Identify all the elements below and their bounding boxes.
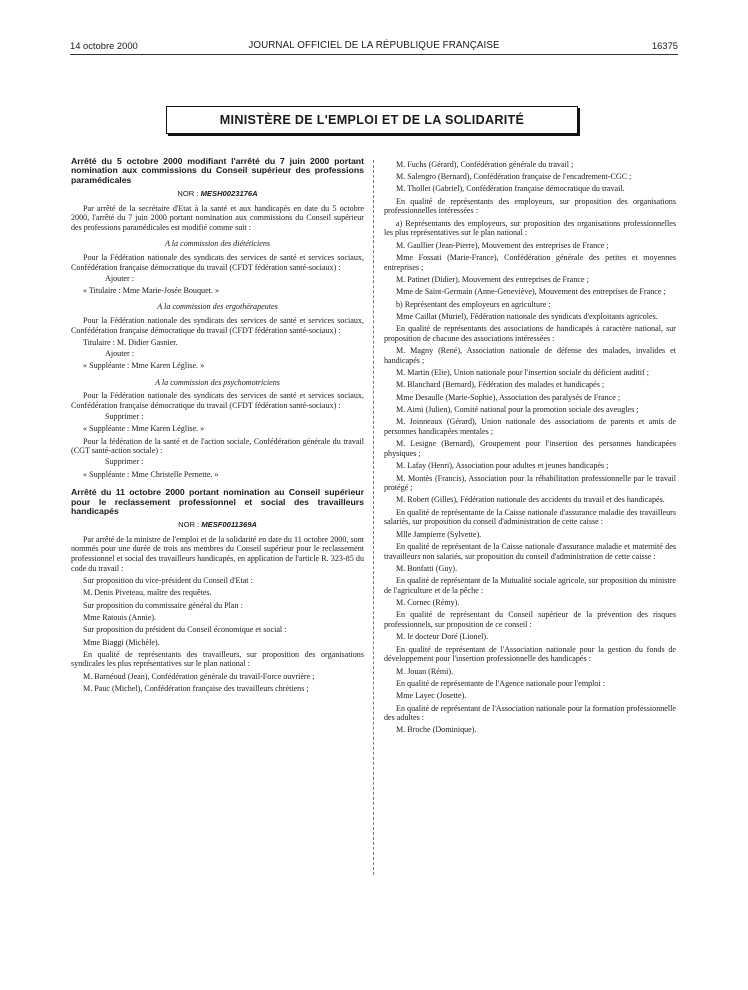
paragraph: M. Pauc (Michel), Confédération française des travailleurs chrétiens ; [83,684,309,694]
article-1-nor [71,189,364,199]
paragraph: Supprimer : [105,457,144,467]
paragraph: En qualité de représentant du Conseil supérieur de la prévention des risques professionnels, sur proposition de ce conseil : [384,610,676,629]
paragraph: Pour la Fédération nationale des syndicats des services de santé et services sociaux, Confédération française démocratique du travail (CFDT fédération santé-sociaux) : [71,391,364,410]
right-column [384,157,676,735]
column-divider [373,160,374,875]
paragraph: M. Patinet (Didier), Mouvement des entreprises de France ; [396,274,589,284]
paragraph: Pour la Fédération nationale des syndicats des services de santé et services sociaux, Confédération française démocratique du travail (CFDT fédération santé-sociaux) : [71,315,364,335]
article-2-nor [71,520,364,530]
article-2-title: Arrêté du 11 octobre 2000 portant nomination au Conseil supérieur pour le reclassement professionnel et social des travailleurs handicapés [71,487,364,516]
paragraph: M. Aimi (Julien), Comité national pour la promotion sociale des aveugles ; [396,405,639,415]
paragraph: Pour la fédération de la santé et de l'action sociale, Confédération générale du travail (CGT santé-action sociale) : [71,436,364,456]
header-journal-title: JOURNAL OFFICIEL DE LA RÉPUBLIQUE FRANÇAISE [248,40,500,51]
paragraph: Par arrêté de la ministre de l'emploi et de la solidarité en date du 11 octobre 2000, sont nommés pour une durée de trois ans membres du Conseil supérieur pour le reclassement professionnel et social des travailleurs handicapés, en application de l'article R. 323-85 du code du travail : [71,534,364,573]
paragraph: M. Denis Piveteau, maître des requêtes. [83,588,212,598]
section-heading: A la commission des diététiciens [164,239,271,249]
paragraph: « Titulaire : Mme Marie-Josée Bouquet. » [83,285,220,295]
nor-label: NOR : [178,520,200,530]
section-heading: A la commission des ergothérapeutes [157,302,278,312]
paragraph: M. Cornec (Rémy). [396,598,460,608]
paragraph: En qualité de représentants des travailleurs, sur proposition des organisations syndicales les plus représentatives sur le plan national : [71,649,364,669]
article-1-sections [71,239,364,479]
paragraph: M. Lafay (Henri), Association pour adultes et jeunes handicapés ; [396,461,609,471]
paragraph: Sur proposition du vice-président du Conseil d'Etat : [83,575,253,585]
paragraph: M. Broche (Dominique). [396,725,477,735]
paragraph: M. Barnéoud (Jean), Confédération générale du travail-Force ouvrière ; [83,671,315,681]
paragraph: En qualité de représentants des associations de handicapés à caractère national, sur proposition de chacune des associations intéressées : [384,324,676,343]
paragraph: Mme Ratouis (Annie). [83,612,157,622]
paragraph: M. le docteur Doré (Lionel). [396,632,489,642]
paragraph: Ajouter : [105,348,134,358]
paragraph: M. Jouan (Rémi). [396,666,454,676]
paragraph: b) Représentant des employeurs en agriculture : [396,299,551,309]
paragraph: M. Montès (Francis), Association pour la réhabilitation professionnelle par le travail protégé ; [384,473,676,493]
paragraph: Sur proposition du commissaire général du Plan : [83,600,243,610]
nor-code: MESH0023176A [200,189,258,199]
paragraph: M. Robert (Gilles), Fédération nationale des accidents du travail et des handicapés. [396,495,665,505]
paragraph: Supprimer : [105,411,144,421]
header-rule [70,54,678,55]
paragraph: M. Magny (René), Association nationale de défense des malades, invalides et handicapés ; [384,346,676,365]
header-page-number: 16375 [651,40,678,51]
paragraph: Sur proposition du président du Conseil économique et social : [83,625,287,635]
paragraph: Mme Biaggi (Michèle). [83,637,160,647]
paragraph: M. Thollet (Gabriel), Confédération française démocratique du travail. [396,184,625,194]
paragraph: M. Joinneaux (Gérard), Union nationale des associations de parents et amis de personnes handicapées mentales ; [384,417,676,436]
paragraph: En qualité de représentante de l'Agence nationale pour l'emploi : [396,678,606,688]
paragraph: « Suppléante : Mme Christelle Pernette. » [83,469,219,479]
paragraph: En qualité de représentants des employeurs, sur proposition des organisations professionnelles intéressées : [384,196,676,216]
article-1-intro: Par arrêté de la secrétaire d'Etat à la santé et aux handicapés en date du 5 octobre 2000, l'arrêté du 7 juin 2000 portant nomination aux commissions du Conseil supérieur des professions paramédicales est modifié comme suit : [71,203,364,232]
paragraph: Titulaire : M. Didier Gasnier. [83,337,178,347]
paragraph: « Suppléante : Mme Karen Léglise. » [83,361,205,371]
paragraph: M. Blanchard (Bernard), Fédération des malades et handicapés ; [396,380,605,390]
paragraph: Mme Fossati (Marie-France), Confédération générale des petites et moyennes entreprises ; [384,252,676,272]
paragraph: En qualité de représentant de la Mutualité sociale agricole, sur proposition du ministre de l'agriculture et de la pêche : [384,576,676,595]
nor-label: NOR : [177,189,199,199]
paragraph: Mme de Saint-Germain (Anne-Geneviève), Mouvement des entreprises de France ; [396,287,666,297]
paragraph: M. Lesigne (Bernard), Groupement pour l'insertion des personnes handicapées physiques ; [384,439,676,458]
paragraph: « Suppléante : Mme Karen Léglise. » [83,424,205,434]
article-2-body [71,535,364,694]
paragraph: M. Fuchs (Gérard), Confédération générale du travail ; [396,159,574,169]
paragraph: Ajouter : [105,273,134,283]
article-1-title: Arrêté du 5 octobre 2000 modifiant l'arrêté du 7 juin 2000 portant nomination aux commissions du Conseil supérieur des professions paramédicales [71,156,364,185]
paragraph: M. Bonfatti (Guy). [396,563,458,573]
paragraph: M. Gaullier (Jean-Pierre), Mouvement des entreprises de France ; [396,240,609,250]
paragraph: En qualité de représentante de la Caisse nationale d'assurance maladie des travailleurs salariés, sur proposition du conseil d'administration de cette caisse : [384,507,676,527]
paragraph: En qualité de représentant de l'Association nationale pour la formation professionnelle des adultes : [384,703,676,723]
paragraph: En qualité de représentant de la Caisse nationale d'assurance maladie et maternité des travailleurs non salariés, sur proposition du conseil d'administration de cette caisse : [384,541,676,561]
nor-code: MESF0011369A [201,520,257,530]
paragraph: Mlle Jampierre (Sylvette). [396,529,482,539]
section-heading: A la commission des psychomotriciens [155,377,280,387]
left-column [71,157,364,694]
paragraph: Mme Caillat (Muriel), Fédération nationale des syndicats d'exploitants agricoles. [396,311,658,321]
paragraph: En qualité de représentant de l'Association nationale pour la gestion du fonds de développement pour l'insertion professionnelle des handicapés : [384,644,676,664]
paragraph: Mme Desaulle (Marie-Sophie), Association des paralysés de France ; [396,392,621,402]
paragraph: Mme Layec (Josette). [396,691,467,701]
paragraph: M. Martin (Elie), Union nationale pour l'insertion sociale du déficient auditif ; [396,368,649,377]
ministry-title: MINISTÈRE DE L'EMPLOI ET DE LA SOLIDARITÉ [219,113,525,127]
paragraph: M. Salengro (Bernard), Confédération française de l'encadrement-CGC ; [396,172,632,182]
header-date: 14 octobre 2000 [70,40,138,51]
paragraph: a) Représentants des employeurs, sur proposition des organisations professionnelles les plus représentatives sur le plan national : [384,218,676,238]
ministry-title-box [166,106,578,134]
paragraph: Pour la Fédération nationale des syndicats des services de santé et services sociaux, Confédération française démocratique du travail (CFDT fédération santé-sociaux) : [71,252,364,272]
